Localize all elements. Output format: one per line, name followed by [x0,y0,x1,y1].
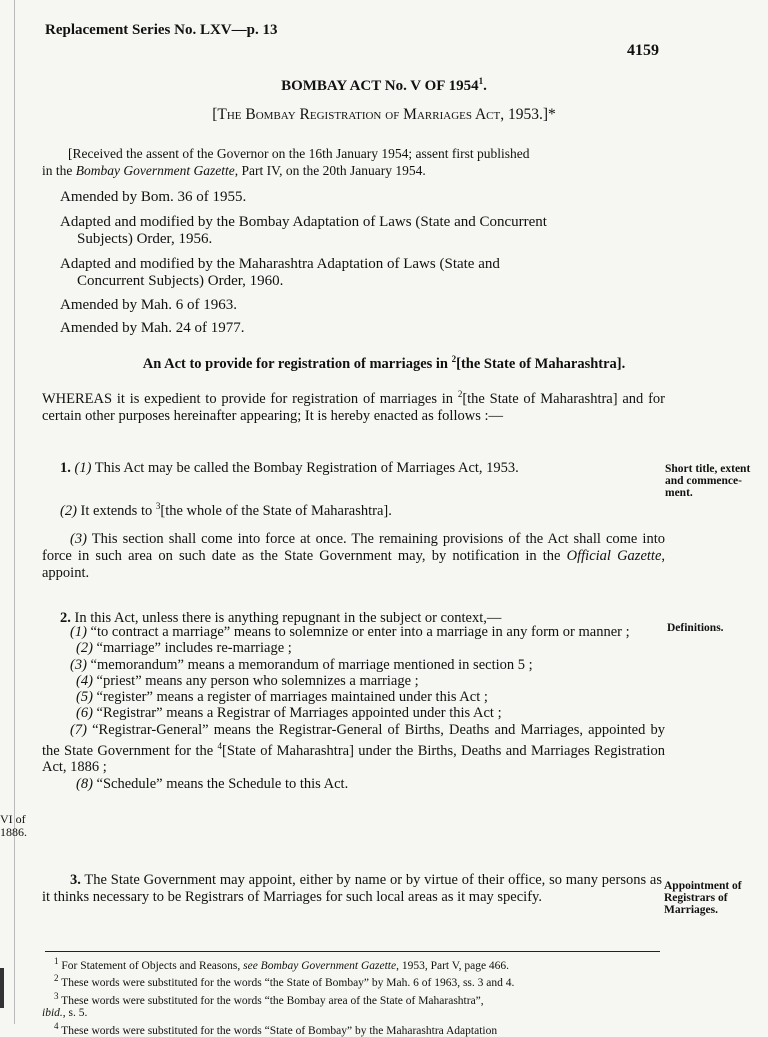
footnote-3: $^3$ These words were substituted for the words “the Bombay area of the State of Maharashtra”, [54,990,484,1007]
footnote-2: $^2$ These words were substituted for the words “the State of Bombay” by Mah. 6 of 1963, ss. 3 and 4. [54,973,515,990]
footnote-1: $^1$ For Statement of Objects and Reasons, see Bombay Government Gazette, 1953, Part V, page 466. [54,956,510,972]
amendment-2-cont: Subjects) Order, 1956. [77,231,213,247]
footnote-ref: 1 [478,76,484,86]
section-1-3: (3) This section shall come into force at once. The remaining provisions of the Act shall come into force in such area on such date as the State Government may, by notification in the Official Gazette, appoint. [42,531,666,581]
margin-note-short-title: Short title, extent and commence-ment. [665,463,751,499]
act-short-title: [The Bombay Registration of Marriages Act, 1953.]* [212,106,556,123]
definition-2: (2) “marriage” includes re-marriage ; [76,640,292,657]
definition-3: (3) “memorandum” means a memorandum of marriage mentioned in section 5 ; [70,656,533,673]
act-title: BOMBAY ACT No. V OF 1954$^1$. [281,76,487,94]
footnote-separator [45,951,660,952]
assent-line-1: [Received the assent of the Governor on the 16th January 1954; assent first published [68,146,530,161]
definition-6: (6) “Registrar” means a Registrar of Marriages appointed under this Act ; [76,705,502,722]
amendment-5: Amended by Mah. 24 of 1977. [60,320,245,336]
definition-4: (4) “priest” means any person who solemnizes a marriage ; [76,672,419,689]
amendment-4: Amended by Mah. 6 of 1963. [60,297,238,313]
footnotes [42,955,667,1037]
section-1-1: 1. (1) This Act may be called the Bombay Registration of Marriages Act, 1953. [60,460,519,476]
section-3: 3. The State Government may appoint, either by name or by virtue of their office, so many persons as it thinks necessary to be Registrars of Marriages for such local areas as it may specify. [42,872,662,905]
amendment-2: Adapted and modified by the Bombay Adaptation of Laws (State and Concurrent [60,214,547,230]
page-number: 4159 [627,42,659,59]
preamble: WHEREAS it is expedient to provide for registration of marriages in $^2$[the State of Maharashtra] and for certain other purposes hereinafter appearing; It is hereby enacted as follows :— [42,389,665,424]
left-margin-note-1: VI of [0,812,26,826]
section-1-2: (2) It extends to $^3$[the whole of the State of Maharashtra]. [60,501,392,519]
binding-mark [0,968,4,1008]
series-header: Replacement Series No. LXV—p. 13 [45,22,278,38]
amendment-1: Amended by Bom. 36 of 1955. [60,189,247,205]
amendment-3: Adapted and modified by the Maharashtra Adaptation of Laws (State and [60,256,500,272]
long-title: An Act to provide for registration of marriages in $^2$[the State of Maharashtra]. [142,354,626,372]
footnote-4: $^4$ These words were substituted for the words “State of Bombay” by the Maharashtra Adaptation [54,1020,498,1037]
definition-5: (5) “register” means a register of marriages maintained under this Act ; [76,689,488,706]
definition-7: (7) “Registrar-General” means the Registrar-General of Births, Deaths and Marriages, appointed by the State Government for the $^4$[State of Maharashtra] under the Births, Deaths and Marriages Registration Act, 1886 ; [42,721,666,776]
definition-8: (8) “Schedule” means the Schedule to this Act. [76,775,349,792]
assent-line-2: in the Bombay Government Gazette, Part IV, on the 20th January 1954. [42,163,426,178]
margin-note-definitions: Definitions. [667,622,724,634]
margin-note-appointment: Appointment of Registrars of Marriages. [664,880,742,916]
footnote-3-cont: ibid., s. 5. [42,1007,88,1020]
amendment-3-cont: Concurrent Subjects) Order, 1960. [77,273,284,289]
definitions-list [42,624,665,792]
page-edge-shadow [14,0,15,1024]
left-margin-note-2: 1886. [0,825,27,839]
section-2-intro: 2. In this Act, unless there is anything repugnant in the subject or context,— [60,610,502,626]
definition-1: (1) “to contract a marriage” means to solemnize or enter into a marriage in any form or manner ; [70,624,630,640]
